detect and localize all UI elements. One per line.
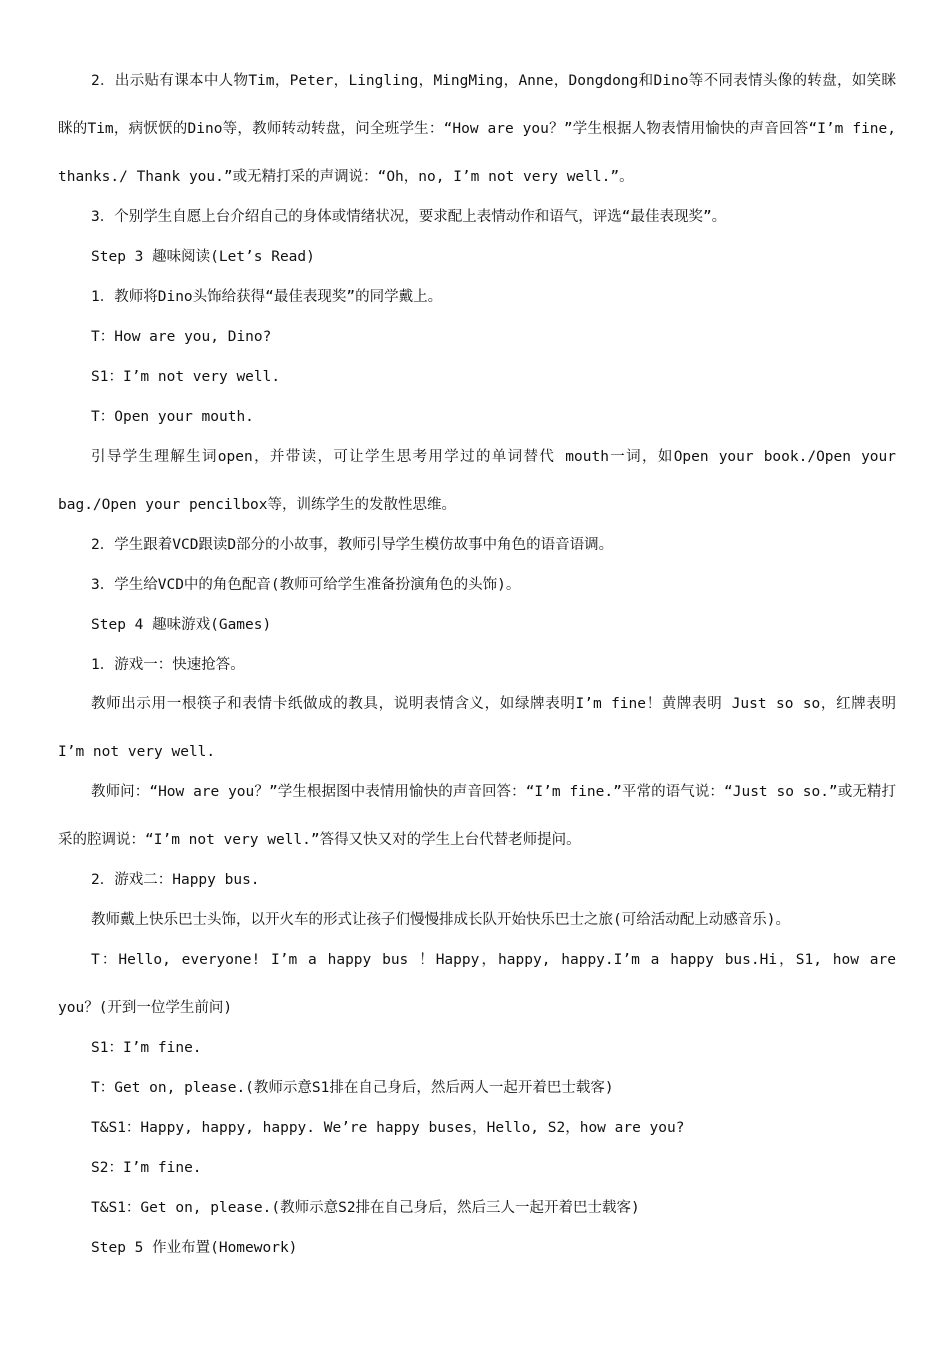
section-heading-step5: Step 5 作业布置(Homework) (91, 1240, 298, 1256)
dialogue-line: S1：I’m fine. (91, 1040, 202, 1056)
section-heading-step3: Step 3 趣味阅读(Let’s Read) (91, 249, 315, 265)
section-heading-step4: Step 4 趣味游戏(Games) (91, 617, 272, 633)
paragraph-vcd-follow: 2．学生跟着VCD跟读D部分的小故事，教师引导学生模仿故事中角色的语音语调。 (91, 537, 614, 553)
paragraph-dino-headwear: 1．教师将Dino头饰给获得“最佳表现奖”的同学戴上。 (91, 289, 443, 305)
paragraph-game-one: 1．游戏一：快速抢答。 (91, 657, 245, 673)
paragraph-vcd-dubbing: 3．学生给VCD中的角色配音(教师可给学生准备扮演角色的头饰)。 (91, 577, 521, 593)
paragraph-game-two: 2．游戏二：Happy bus. (91, 872, 260, 888)
dialogue-line: T：How are you, Dino? (91, 329, 272, 345)
dialogue-happy-bus: T：Hello, everyone! I’m a happy bus ！Happy，happy, happy.I’m a happy bus.Hi，S1, how are you？(开到一位学生前问) (58, 952, 896, 1016)
dialogue-line: S1：I’m not very well. (91, 369, 281, 385)
paragraph-teacher-asks: 教师问：“How are you？”学生根据图中表情用愉快的声音回答：“I’m fine.”平常的语气说：“Just so so.”或无精打采的腔调说：“I’m not very well.”答得又快又对的学生上台代替老师提问。 (58, 784, 896, 848)
dialogue-line: T&S1：Get on, please.(教师示意S2排在自己身后，然后三人一起开着巴士载客) (91, 1200, 640, 1216)
dialogue-line: T：Get on, please.(教师示意S1排在自己身后，然后两人一起开着巴士载客) (91, 1080, 614, 1096)
paragraph-turntable-activity: 2．出示贴有课本中人物Tim，Peter，Lingling，MingMing，Anne，Dongdong和Dino等不同表情头像的转盘，如笑眯眯的Tim，病恹恹的Dino等，教师转动转盘，问全班学生：“How are you？”学生根据人物表情用愉快的声音回答“I’m fine, thanks./ Thank you.”或无精打采的声调说：“Oh，no, I’m not very well.”。 (58, 73, 896, 185)
dialogue-line: S2：I’m fine. (91, 1160, 202, 1176)
paragraph-open-vocabulary: 引导学生理解生词open，并带读，可让学生思考用学过的单词替代 mouth一词，如Open your book./Open your bag./Open your pencilbox等，训练学生的发散性思维。 (58, 449, 896, 513)
paragraph-happy-bus-intro: 教师戴上快乐巴士头饰，以开火车的形式让孩子们慢慢排成长队开始快乐巴士之旅(可给活动配上动感音乐)。 (91, 912, 790, 928)
paragraph-chopstick-cards: 教师出示用一根筷子和表情卡纸做成的教具，说明表情含义，如绿牌表明I’m fine！黄牌表明 Just so so，红牌表明 I’m not very well. (58, 696, 896, 760)
dialogue-line: T&S1：Happy, happy, happy. We’re happy buses，Hello, S2，how are you? (91, 1120, 685, 1136)
dialogue-line: T：Open your mouth. (91, 409, 254, 425)
paragraph-best-performance: 3．个别学生自愿上台介绍自己的身体或情绪状况，要求配上表情动作和语气，评选“最佳表现奖”。 (91, 209, 727, 225)
